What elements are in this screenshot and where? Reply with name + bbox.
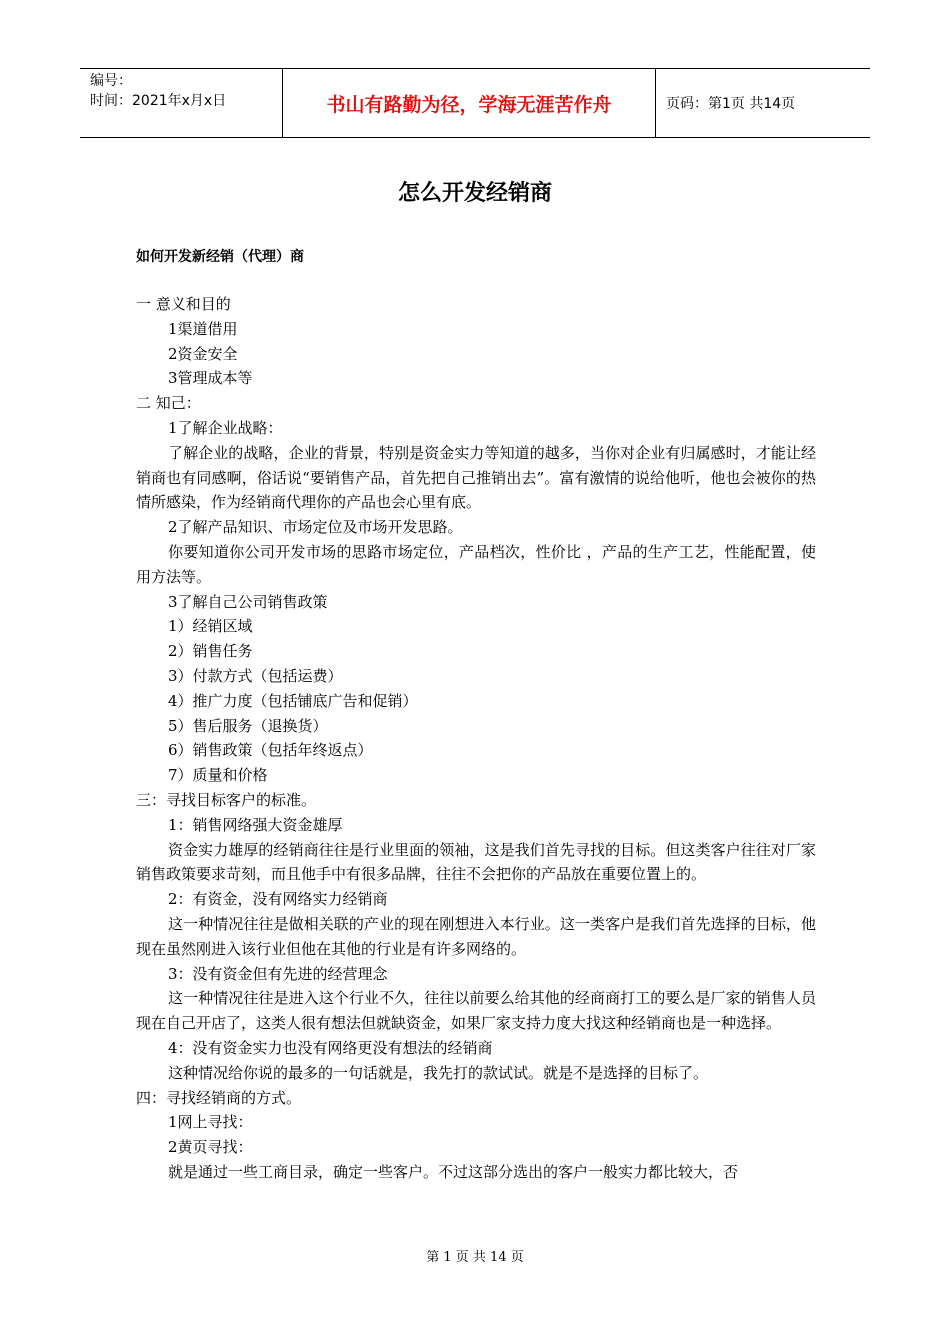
body-paragraph: 资金实力雄厚的经销商往往是行业里面的领袖，这是我们首先寻找的目标。但这类客户往往对厂家销售政策要求苛刻，而且他手中有很多品牌，往往不会把你的产品放在重要位置上的。 [136, 840, 816, 884]
body-line: 6）销售政策（包括年终返点） [168, 741, 373, 760]
body-line: 2）销售任务 [168, 642, 253, 661]
body-paragraph: 这一种情况往往是进入这个行业不久，往往以前要么给其他的经商商打工的要么是厂家的销售人员现在自己开店了，这类人很有想法但就缺资金，如果厂家支持力度大找这种经销商也是一种选择。 [136, 989, 816, 1033]
header-motto: 书山有路勤为径，学海无涯苦作舟 [282, 69, 656, 137]
body-line: 1渠道借用 [168, 319, 238, 338]
page-footer: 第 1 页 共 14 页 [426, 1250, 524, 1265]
document-body [136, 292, 816, 1185]
body-line: 3了解自己公司销售政策 [168, 592, 328, 611]
body-line: 3）付款方式（包括运费） [168, 666, 343, 685]
body-paragraph: 这种情况给你说的最多的一句话就是，我先打的款试试。就是不是选择的目标了。 [168, 1063, 709, 1082]
body-line: 1了解企业战略： [168, 418, 283, 437]
body-line: 4）推广力度（包括铺底广告和促销） [168, 691, 418, 710]
body-line: 5）售后服务（退换货） [168, 716, 328, 735]
header-table [80, 68, 870, 138]
header-left-cell [80, 69, 282, 137]
document-time-label: 时间：2021年x月x日 [90, 93, 227, 109]
body-line: 三：寻找目标客户的标准。 [136, 790, 317, 809]
document-subtitle: 如何开发新经销（代理）商 [136, 249, 304, 265]
body-paragraph: 你要知道你公司开发市场的思路市场定位，产品档次，性价比 ，产品的生产工艺，性能配置，使用方法等。 [136, 542, 816, 586]
body-line: 3管理成本等 [168, 369, 253, 388]
body-line: 7）质量和价格 [168, 766, 268, 785]
body-paragraph: 这一种情况往往是做相关联的产业的现在刚想进入本行业。这一类客户是我们首先选择的目标，他现在虽然刚进入该行业但他在其他的行业是有许多网络的。 [136, 914, 816, 958]
body-line: 2资金安全 [168, 344, 238, 363]
document-title: 怎么开发经销商 [397, 181, 552, 206]
body-line: 2黄页寻找： [168, 1138, 253, 1157]
body-line: 一 意义和目的 [136, 295, 231, 313]
body-line: 1：销售网络强大资金雄厚 [168, 815, 343, 834]
body-line: 二 知己： [136, 394, 201, 413]
body-line: 3：没有资金但有先进的经营理念 [168, 964, 388, 983]
body-line: 2了解产品知识、市场定位及市场开发思路。 [168, 518, 463, 537]
body-line: 四：寻找经销商的方式。 [136, 1088, 302, 1107]
header-page-label: 页码：第1页 共14页 [666, 96, 796, 112]
document-number-label: 编号： [90, 73, 132, 89]
body-line: 4：没有资金实力也没有网络更没有想法的经销商 [168, 1038, 493, 1057]
body-line: 2：有资金，没有网络实力经销商 [168, 890, 388, 909]
body-line: 1网上寻找： [168, 1113, 253, 1132]
body-line: 1）经销区域 [168, 617, 253, 636]
body-line: 就是通过一些工商目录，确定一些客户。不过这部分选出的客户一般实力都比较大，否 [168, 1162, 739, 1181]
body-paragraph: 了解企业的战略，企业的背景，特别是资金实力等知道的越多，当你对企业有归属感时，才能让经销商也有同感啊，俗话说“要销售产品，首先把自己推销出去”。富有激情的说给他听，他也会被你的热情所感染，作为经销商代理你的产品也会心里有底。 [136, 443, 816, 512]
